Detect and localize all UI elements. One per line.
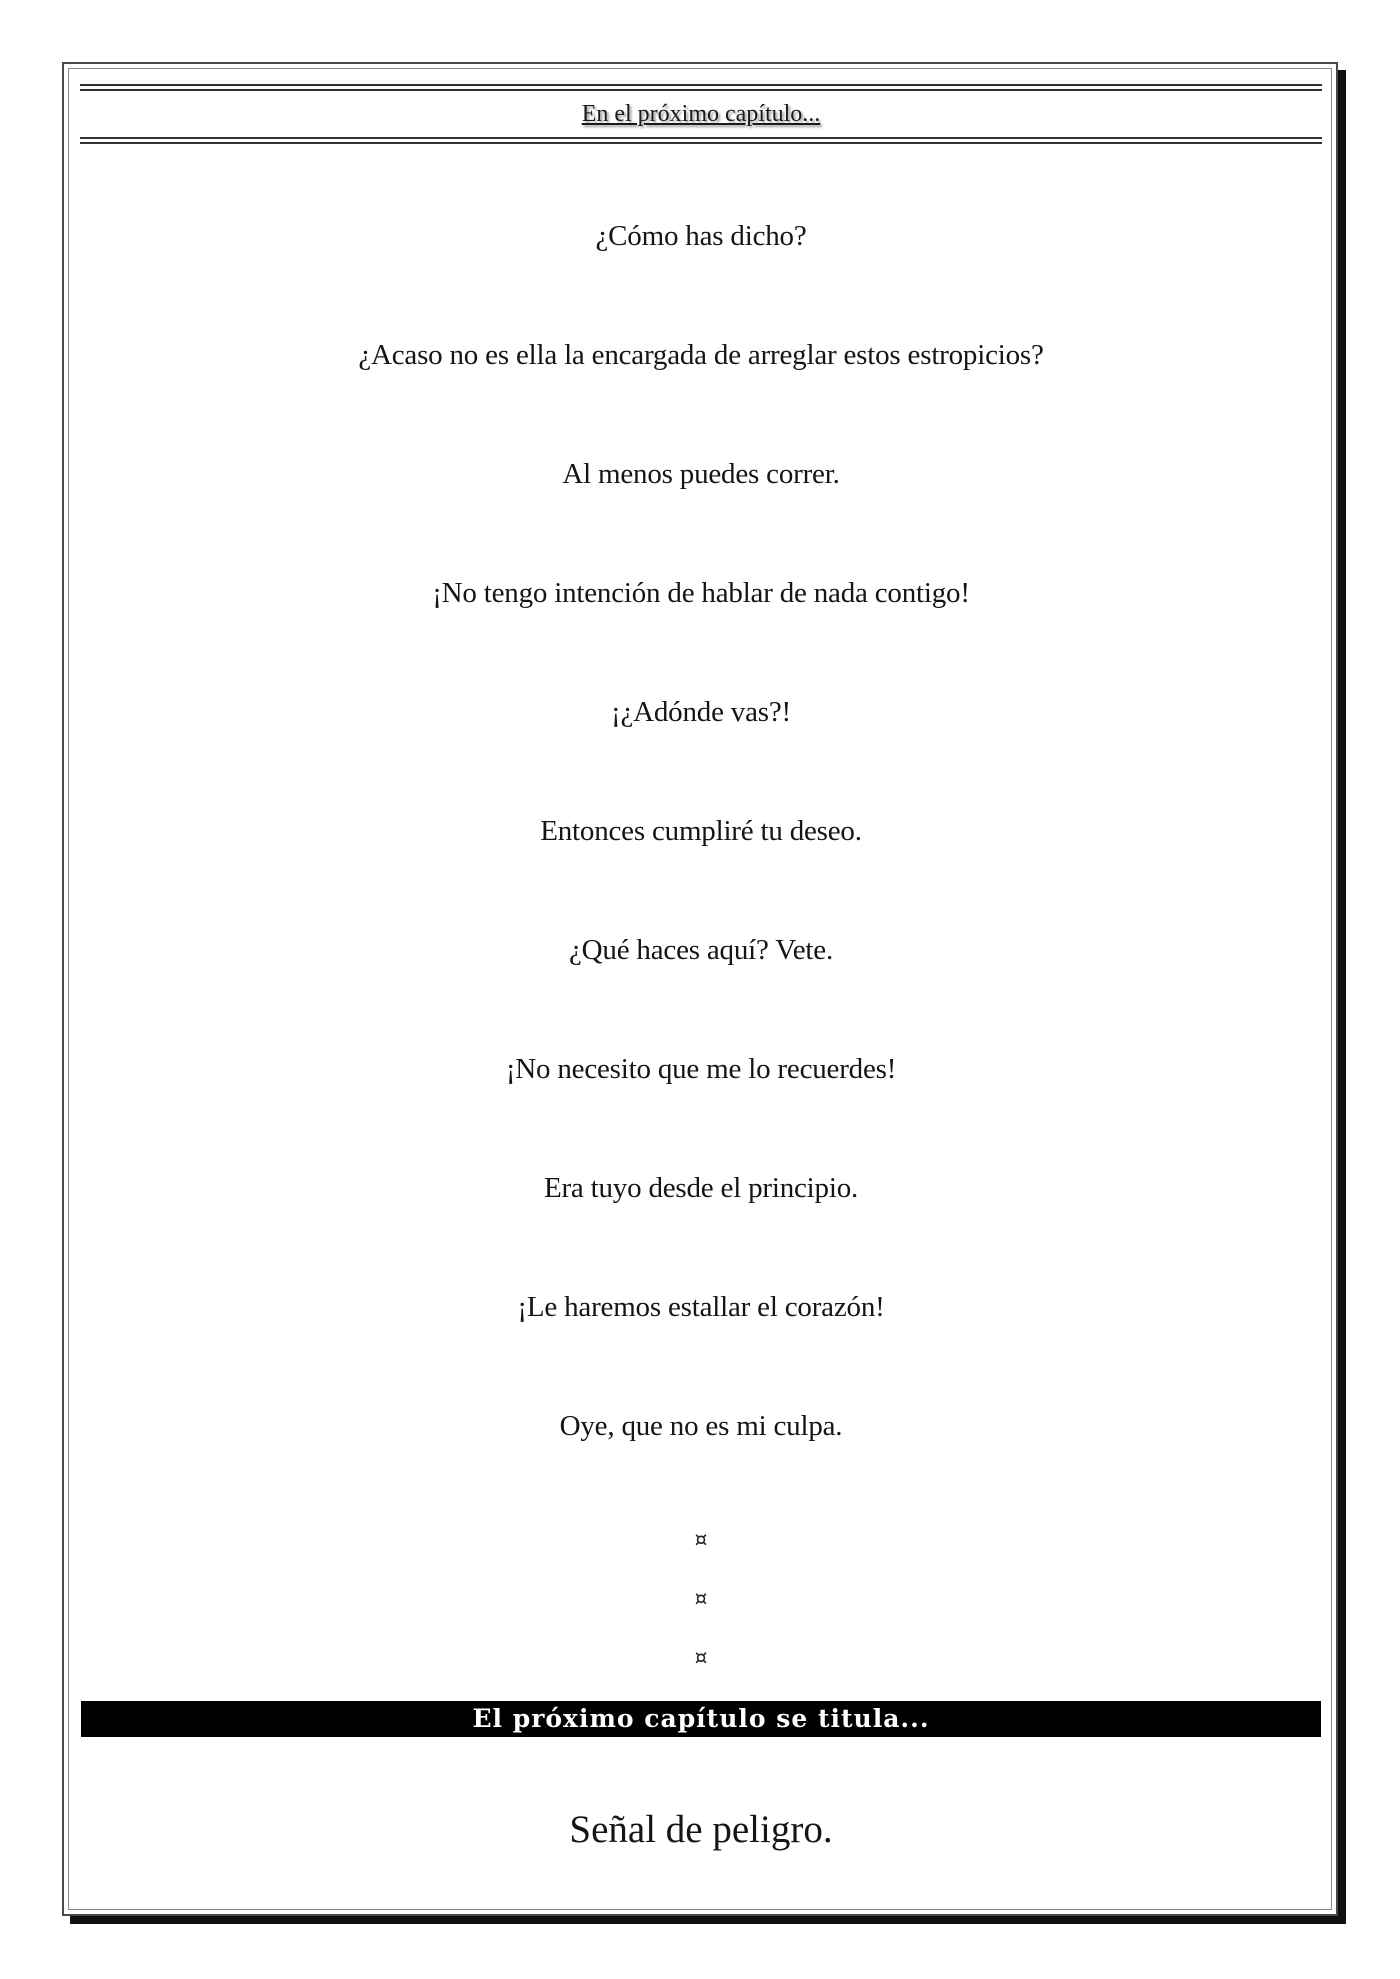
preview-lines-list — [80, 210, 1322, 1519]
header-rule-bottom — [80, 137, 1322, 144]
preview-line: Entonces cumpliré tu deseo. — [540, 815, 862, 847]
preview-line: ¡¿Adónde vas?! — [611, 696, 791, 728]
header-rule-top — [80, 84, 1322, 91]
preview-line: ¡No tengo intención de hablar de nada contigo! — [432, 577, 970, 609]
ornament-icon: ¤ — [694, 1586, 708, 1610]
preview-line: ¿Acaso no es ella la encargada de arreglar estos estropicios? — [358, 339, 1044, 371]
ornament-icon: ¤ — [694, 1527, 708, 1551]
preview-line: Oye, que no es mi culpa. — [559, 1410, 843, 1442]
header-title: En el próximo capítulo... — [581, 101, 821, 127]
ornament-separator — [80, 1524, 1322, 1701]
preview-line: ¡No necesito que me lo recuerdes! — [505, 1053, 897, 1085]
next-chapter-banner: El próximo capítulo se titula... — [81, 1701, 1321, 1737]
next-chapter-title: Señal de peligro. — [569, 1808, 833, 1851]
preview-line: ¿Qué haces aquí? Vete. — [569, 934, 833, 966]
ornament-icon: ¤ — [694, 1645, 708, 1669]
preview-line: Era tuyo desde el principio. — [543, 1172, 859, 1204]
preview-line: Al menos puedes correr. — [562, 458, 840, 490]
preview-line: ¡Le haremos estallar el corazón! — [517, 1291, 885, 1323]
preview-line: ¿Cómo has dicho? — [595, 220, 807, 252]
